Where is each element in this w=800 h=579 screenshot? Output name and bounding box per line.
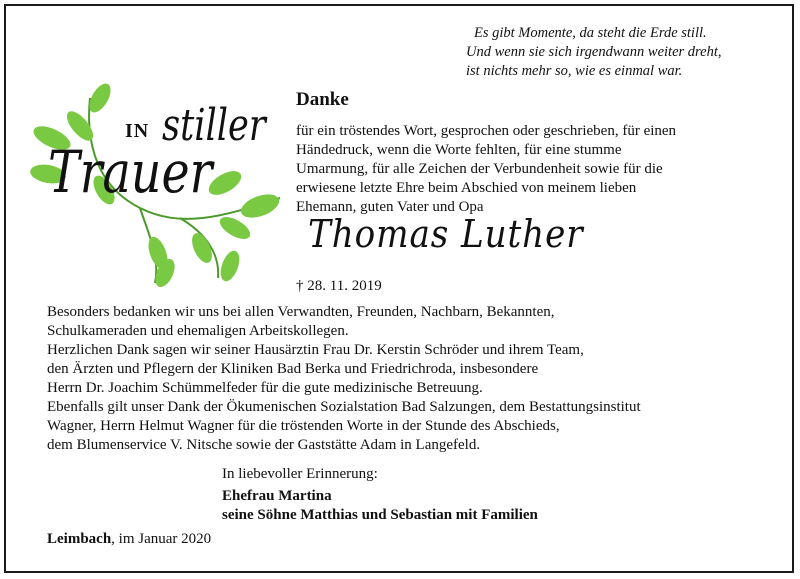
thanks-paragraph (296, 122, 676, 217)
logo-trauer-text: Trauer (48, 138, 213, 206)
body-line: Besonders bedanken wir uns bei allen Verwandten, Freunden, Nachbarn, Bekannten, (47, 304, 555, 320)
poem (466, 24, 721, 81)
signoff-family: seine Söhne Matthias und Sebastian mit Familien (222, 507, 538, 523)
thanks-line: erwiesene letzte Ehre beim Abschied von meinem lieben (296, 180, 637, 196)
body-line: Wagner, Herrn Helmut Wagner für die tröstenden Worte in der Stunde des Abschieds, (47, 418, 560, 434)
poem-line: ist nichts mehr so, wie es einmal war. (466, 63, 683, 79)
body-line: Herzlichen Dank sagen wir seiner Hausärztin Frau Dr. Kerstin Schröder und ihrem Team, (47, 342, 584, 358)
place-date: , im Januar 2020 (111, 531, 212, 547)
heading-danke: Danke (296, 89, 349, 110)
body-line: Schulkameraden und ehemaligen Arbeitskollegen. (47, 323, 349, 339)
place-and-date (47, 531, 211, 548)
thanks-line: Händedruck, wenn die Worte fehlten, für eine stumme (296, 142, 622, 158)
signoff-intro: In liebevoller Erinnerung: (222, 466, 378, 482)
body-line: dem Blumenservice V. Nitsche sowie der Gaststätte Adam in Langefeld. (47, 437, 481, 453)
body-line: Ebenfalls gilt unser Dank der Ökumenischen Sozialstation Bad Salzungen, dem Bestattungsinstitut (47, 399, 641, 415)
deceased-name: Thomas Luther (308, 212, 584, 256)
signoff (222, 465, 538, 525)
body-line: den Ärzten und Pflegern der Kliniken Bad Berka und Friedrichroda, insbesondere (47, 361, 539, 377)
poem-line: Es gibt Momente, da steht die Erde still. (474, 25, 707, 41)
body-line: Herrn Dr. Joachim Schümmelfeder für die gute medizinische Betreuung. (47, 380, 483, 396)
thanks-line: Umarmung, für alle Zeichen der Verbundenheit sowie für die (296, 161, 663, 177)
in-stiller-trauer-logo (30, 78, 285, 288)
thanks-line: für ein tröstendes Wort, gesprochen oder geschrieben, für einen (296, 123, 677, 139)
poem-line: Und wenn sie sich irgendwann weiter dreht, (466, 44, 722, 60)
signoff-wife: Ehefrau Martina (222, 488, 332, 504)
place-town: Leimbach (47, 531, 112, 547)
thanks-line: Ehemann, guten Vater und Opa (296, 199, 484, 215)
acknowledgements-paragraph (47, 303, 641, 455)
logo-in-text: IN (125, 120, 150, 142)
logo-stiller-text: stiller (162, 100, 266, 151)
death-date: † 28. 11. 2019 (296, 278, 382, 294)
